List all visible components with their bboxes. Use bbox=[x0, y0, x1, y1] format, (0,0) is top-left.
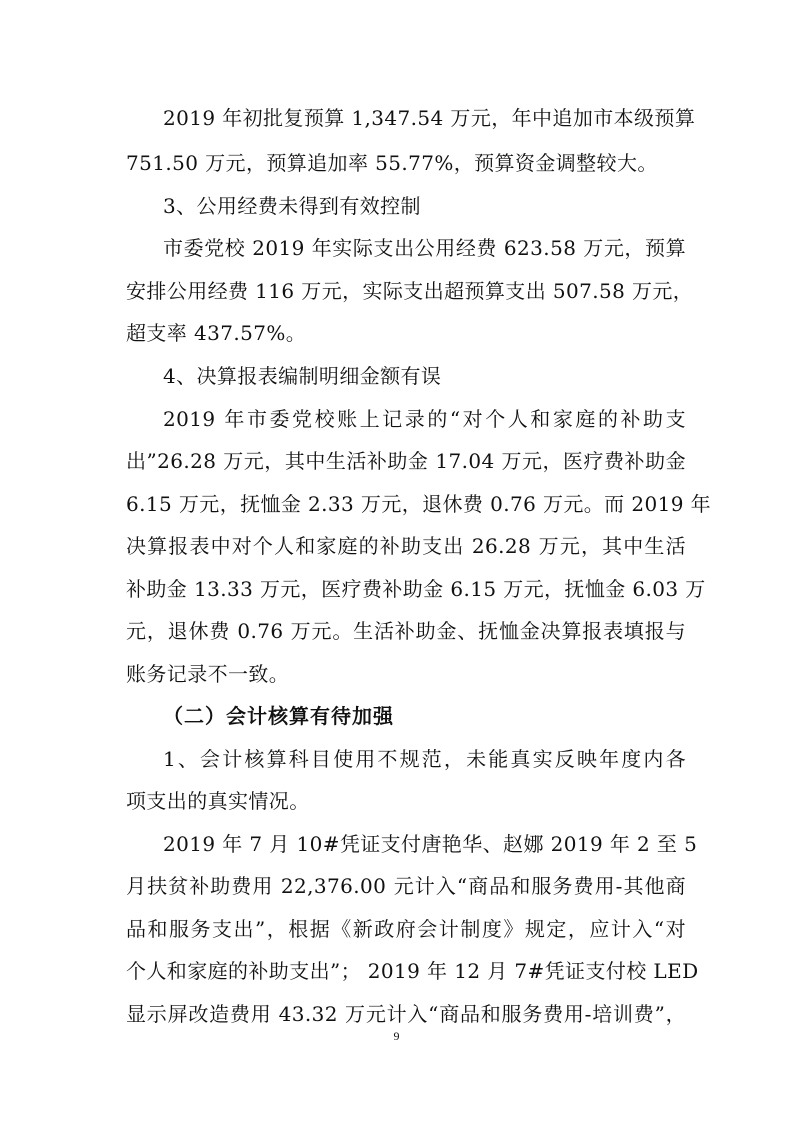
paragraph-accounting-subjects-line-2: 项支出的真实情况。 bbox=[126, 789, 310, 813]
paragraph-vouchers-line-3: 品和服务支出”，根据《新政府会计制度》规定，应计入“对 bbox=[126, 917, 686, 941]
paragraph-accounting-subjects-line-1: 1、会计核算科目使用不规范，未能真实反映年度内各 bbox=[163, 747, 686, 771]
paragraph-subsidies-line-7: 账务记录不一致。 bbox=[126, 662, 290, 686]
paragraph-subsidies-line-2: 出”26.28 万元，其中生活补助金 17.04 万元，医疗费补助金 bbox=[126, 449, 686, 473]
section-heading-accounting: （二）会计核算有待加强 bbox=[163, 704, 394, 728]
paragraph-subsidies-line-3: 6.15 万元，抚恤金 2.33 万元，退休费 0.76 万元。而 2019 年 bbox=[126, 492, 711, 516]
paragraph-budget-approval-line-1: 2019 年初批复预算 1,347.54 万元，年中追加市本级预算 bbox=[163, 106, 696, 130]
paragraph-subsidies-line-6: 元，退休费 0.76 万元。生活补助金、抚恤金决算报表填报与 bbox=[126, 619, 686, 643]
paragraph-vouchers-line-4: 个人和家庭的补助支出”； 2019 年 12 月 7#凭证支付校 LED bbox=[126, 959, 699, 983]
section-heading-public-expenses: 3、公用经费未得到有效控制 bbox=[163, 194, 421, 218]
paragraph-budget-approval-line-2: 751.50 万元，预算追加率 55.77%，预算资金调整较大。 bbox=[126, 151, 658, 175]
paragraph-public-expenses-line-3: 超支率 437.57%。 bbox=[126, 321, 307, 345]
paragraph-vouchers-line-5: 显示屏改造费用 43.32 万元计入“商品和服务费用-培训费”， bbox=[126, 1002, 686, 1026]
section-heading-final-accounts: 4、决算报表编制明细金额有误 bbox=[163, 364, 442, 388]
paragraph-subsidies-line-1: 2019 年市委党校账上记录的“对个人和家庭的补助支 bbox=[163, 407, 686, 431]
paragraph-vouchers-line-1: 2019 年 7 月 10#凭证支付唐艳华、赵娜 2019 年 2 至 5 bbox=[163, 832, 698, 856]
paragraph-subsidies-line-4: 决算报表中对个人和家庭的补助支出 26.28 万元，其中生活 bbox=[126, 534, 686, 558]
paragraph-subsidies-line-5: 补助金 13.33 万元，医疗费补助金 6.15 万元，抚恤金 6.03 万 bbox=[126, 577, 706, 601]
page-number: 9 bbox=[393, 1029, 400, 1043]
paragraph-public-expenses-line-2: 安排公用经费 116 万元，实际支出超预算支出 507.58 万元， bbox=[126, 279, 694, 303]
paragraph-public-expenses-line-1: 市委党校 2019 年实际支出公用经费 623.58 万元，预算 bbox=[163, 236, 686, 260]
paragraph-vouchers-line-2: 月扶贫补助费用 22,376.00 元计入“商品和服务费用-其他商 bbox=[126, 874, 686, 898]
